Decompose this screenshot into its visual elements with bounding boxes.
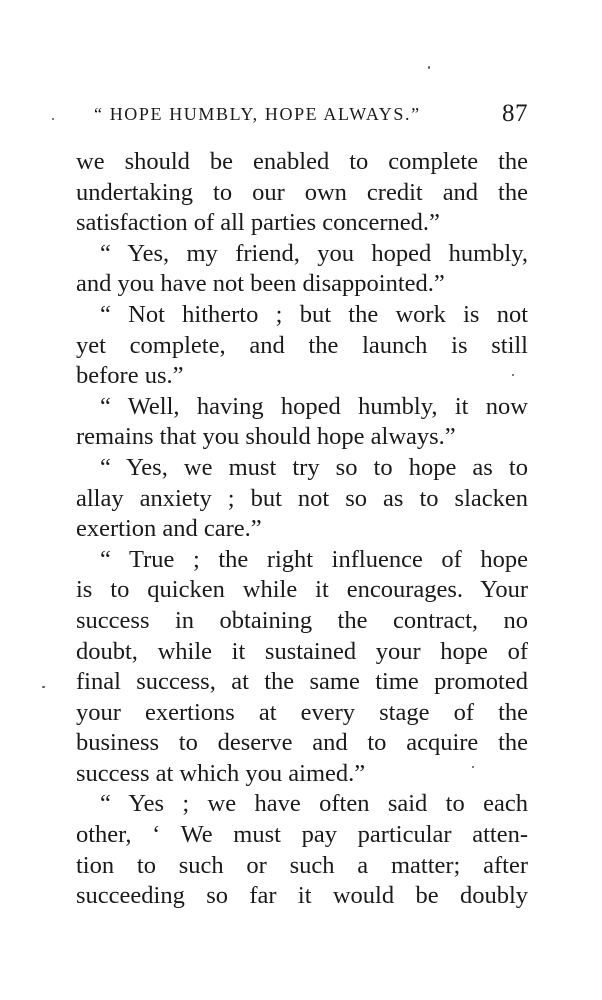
ink-speck — [512, 374, 514, 376]
text-line: your exertions at every stage of the — [76, 698, 528, 726]
text-line: “ Well, having hoped humbly, it now — [100, 392, 528, 420]
text-line: is to quicken while it encourages. Your — [76, 576, 528, 604]
text-line: we should be enabled to complete the — [76, 148, 528, 175]
ink-speck — [472, 766, 474, 768]
text-line: “ Yes, we must try so to hope as to — [100, 453, 528, 481]
text-line: doubt, while it sustained your hope of — [76, 637, 528, 665]
text-line: exertion and care.” — [76, 515, 262, 543]
text-line: “ Yes ; we have often said to each — [100, 790, 528, 818]
text-line: “ Not hitherto ; but the work is not — [100, 300, 528, 328]
ink-speck — [42, 686, 45, 688]
text-line: remains that you should hope always.” — [76, 423, 456, 451]
text-line: before us.” — [76, 362, 184, 390]
text-line: and you have not been disappointed.” — [76, 270, 445, 298]
text-line: yet complete, and the launch is still — [76, 331, 528, 359]
text-line: success at which you aimed.” — [76, 759, 366, 787]
text-line: final success, at the same time promoted — [76, 668, 528, 696]
ink-speck — [52, 118, 54, 120]
text-line: business to deserve and to acquire the — [76, 729, 528, 757]
text-line: other, ‘ We must pay particular atten- — [76, 821, 528, 849]
running-head — [76, 100, 528, 132]
ink-speck — [428, 66, 430, 69]
running-title: “ HOPE HUMBLY, HOPE ALWAYS.” — [94, 104, 421, 124]
text-line: undertaking to our own credit and the — [76, 178, 528, 206]
text-line: succeeding so far it would be doubly — [76, 882, 528, 910]
text-line: success in obtaining the contract, no — [76, 606, 528, 634]
text-line: tion to such or such a matter; after — [76, 851, 528, 879]
body-text — [76, 147, 528, 912]
text-line: “ Yes, my friend, you hoped humbly, — [100, 239, 528, 267]
text-line: satisfaction of all parties concerned.” — [76, 209, 440, 237]
text-line: allay anxiety ; but not so as to slacken — [76, 484, 528, 512]
text-line: “ True ; the right influence of hope — [100, 545, 528, 573]
page-number: 87 — [502, 100, 528, 127]
